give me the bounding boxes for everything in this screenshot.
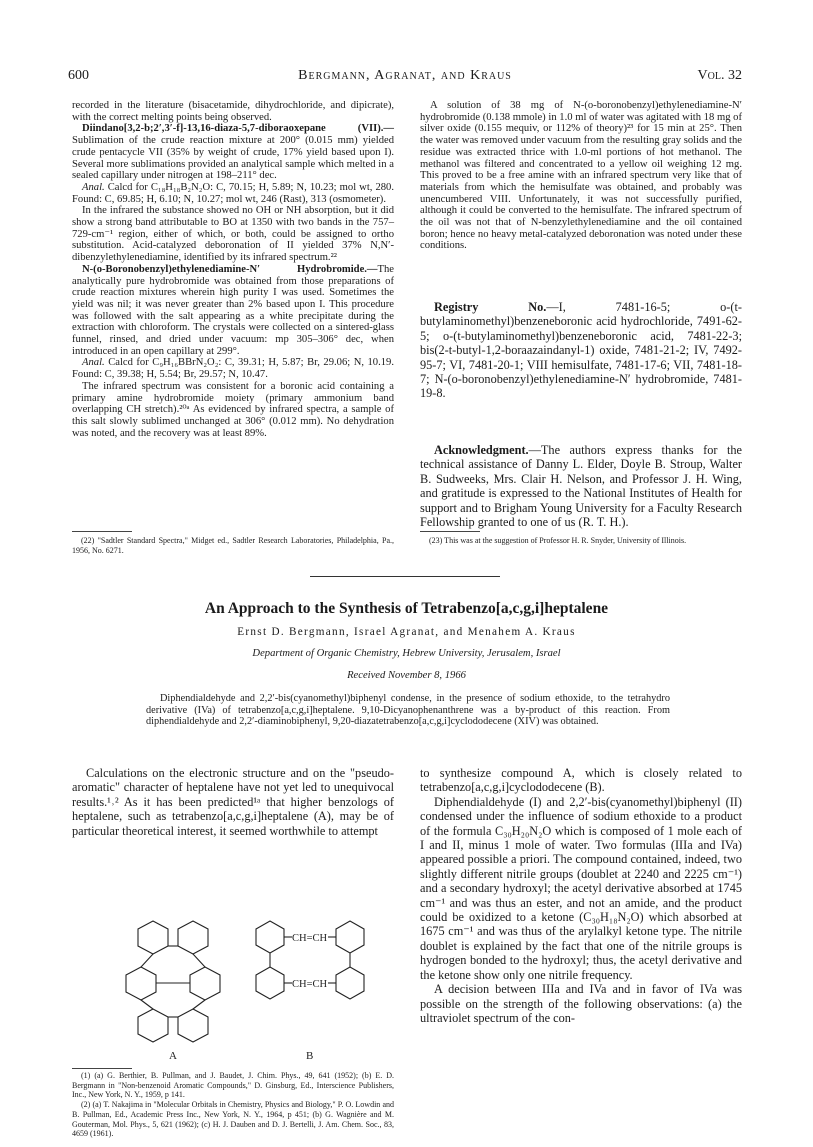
section-heading: Diindano[3,2-b;2′,3′-f]-13,16-diaza-5,7-diboraoxepane (VII).— <box>82 123 394 135</box>
paragraph: recorded in the literature (bisacetamide, dihydrochloride, and dipicrate), with the correct melting points being observed. <box>72 100 394 123</box>
acknowledgment <box>420 443 742 529</box>
paragraph: Diphendialdehyde (I) and 2,2′-bis(cyanomethyl)biphenyl (II) condensed under the influence of sodium ethoxide to a product of the formula C₃₀H₂₀N₂O which is composed of 1 mole each of I and II, minus 1 mole of water. Two formulas (IIIa and IVa) appeared possible a priori. The compound contained, indeed, two slightly different nitrile groups (doublet at 2240 and 2225 cm⁻¹) and a secondary hydroxyl; the acetyl derivative absorbed at 1745 cm⁻¹ and was thus an ester, and not an amide, and the product could be oxidized to a ketone (C₃₀H₁₈N₂O) which absorbed at 1675 cm⁻¹ and was thus of the arylalkyl ketone type. The nitrile doublet is explained by the fact that one of the nitrile groups is hydrogen bonded to the hydroxyl; thus, the acetyl derivative and the ketone show only one nitrile frequency. <box>420 794 742 982</box>
paragraph-body: Calcd for C₁₈H₁₈B₂N₂O: C, 70.15; H, 5.89; N, 10.23; mol wt, 280. Found: C, 69.85; H, 6.10; N, 10.27; mol wt, 246 (Rast), 313 (osmometer). <box>72 181 394 205</box>
page-number: 600 <box>68 68 89 83</box>
paragraph-body: —The authors express thanks for the technical assistance of Danny L. Elder, Doyle B. Stroup, Walter B. Sudweeks, Mrs. Clair H. Nelson, and Professor J. H. Wing, and gratitude is expressed to the National Institutes of Health for support and to Brigham Young University for a Faculty Research Fellowship granted to one of us (R. T. H.). <box>420 443 742 530</box>
paragraph-body: —I, 7481-16-5; o-(t-butylaminomethyl)benzeneboronic acid hydrochloride, 7491-62-5; o-(t-butylaminomethyl)benzeneboronic acid, 7481-22-3; bis(2-t-butyl-1,2-boraazaindanyl-1) oxide, 7481-21-2; IV, 7492-95-7; VI, 7481-20-1; VIII hemisulfate, 7481-17-6; VII, 7481-18-7; N-(o-boronobenzyl)ethylenediamine-N′ hydrobromide, 7481-19-8. <box>420 300 742 401</box>
benzene-ring <box>190 967 220 1000</box>
benzene-ring <box>256 921 284 953</box>
running-head: Bergmann, Agranat, and Kraus <box>298 68 512 83</box>
abstract-text: Diphendialdehyde and 2,2′-bis(cyanomethyl)biphenyl condense, in the presence of sodium ethoxide, to the tetrahydro derivative (IVa) of tetrabenzo[a,c,g,i]heptalene. 9,10-Dicyanophenanthrene was a by-product of this reaction. From diphendialdehyde and 2,2′-diaminobiphenyl, 9,20-diazatetrabenzo[a,c,g,i]cyclododecene (XIV) was obtained. <box>146 693 670 728</box>
benzene-ring <box>336 921 364 953</box>
paragraph <box>72 357 394 380</box>
article-authors: Ernst D. Bergmann, Israel Agranat, and Menahem A. Kraus <box>237 626 576 638</box>
registry-label: Registry No. <box>434 300 547 314</box>
paragraph <box>72 264 394 358</box>
paragraph: to synthesize compound A, which is closely related to tetrabenzo[a,c,g,i]cyclododecene (B). <box>420 766 742 795</box>
footnote-23 <box>420 536 742 546</box>
anal-label: Anal. <box>82 181 105 193</box>
vinylene-label: CH=CH <box>292 933 328 944</box>
bond <box>141 1000 153 1009</box>
paragraph <box>420 300 742 401</box>
body-right-column <box>420 766 742 1025</box>
paragraph-body: Sublimation of the crude reaction mixture at 200° (0.015 mm) yielded crude pentacycle VII (35% by weight of crude, 17% yield based upon I). Several more sublimations provided an analytical sample which melted in a sealed capillary under nitrogen at 198–211° dec. <box>72 135 394 182</box>
bond <box>193 954 205 967</box>
top-left-column <box>72 100 394 439</box>
benzene-ring <box>178 1009 208 1042</box>
article-title: An Approach to the Synthesis of Tetrabenzo[a,c,g,i]heptalene <box>204 600 609 617</box>
paragraph: In the infrared the substance showed no OH or NH absorption, but it did show a strong band attributable to BO at 1350 with two bands in the 757–729-cm⁻¹ region, either of which, or both, could be assigned to ortho substitution. Acid-catalyzed deboronation of II yielded 37% N,N′-dibenzylethylenediamine, identified by its infrared spectrum.²² <box>72 205 394 264</box>
running-header <box>68 68 742 90</box>
volume-label: Vol. 32 <box>697 68 742 83</box>
structure-a <box>126 921 220 1042</box>
footnote-text: (22) "Sadtler Standard Spectra," Midget ed., Sadtler Research Laboratories, Philadelphia, Pa., 1956, No. 6271. <box>72 536 394 555</box>
article-affiliation: Department of Organic Chemistry, Hebrew University, Jerusalem, Israel <box>252 648 561 659</box>
paragraph <box>72 123 394 182</box>
paragraph: A solution of 38 mg of N-(o-boronobenzyl)ethylenediamine-N′ hydrobromide (0.138 mmole) in 1.0 ml of water was agitated with 18 mg of silver oxide (0.155 mequiv, or 112% of theory)²³ for 15 min at 25°. Then the water was removed under vacuum from the resulting gray solids and the residue was extracted thrice with 1.0-ml portions of hot methanol. The methanol was filtered and concentrated to a yellow oil weighing 12 mg. This proved to be a free amine with an infrared spectrum very like that of materials from which the hemisulfate was obtained, and probably was unencumbered VIII. Unfortunately, it was not successfully purified, although it could be converted to the hemisulfate. The infrared spectrum of the oil was not that of N-benzylethylenediamine and the oil contained boron; hence no heavy metal-catalyzed deboronation was noted under these conditions. <box>420 100 742 252</box>
section-heading: N-(o-Boronobenzyl)ethylenediamine-N′ Hydrobromide.— <box>82 263 378 275</box>
registry-numbers <box>420 300 742 401</box>
paragraph <box>72 182 394 205</box>
footnote-text: (23) This was at the suggestion of Professor H. R. Snyder, University of Illinois. <box>429 536 687 545</box>
paragraph-body: The analytically pure hydrobromide was obtained from those preparations of crude reaction mixtures wherein high purity I was used. Sometimes the yield was nil; it was never greater than 2% based upon I. This procedure was followed with the salt appearing as a white precipitate during the extraction with chloroform. The crystals were collected on a sintered-glass funnel, rinsed, and dried under vacuum: mp 305–306° dec, when introduced in an open capillary at 299°. <box>72 263 394 357</box>
ack-label: Acknowledgment. <box>434 443 529 457</box>
article-separator <box>310 576 500 577</box>
paragraph: The infrared spectrum was consistent for a boronic acid containing a primary amine hydrobromide moiety (primary ammonium band overlapping CH stretch).²⁰ᵃ As evidenced by infrared spectra, a sample of this salt slowly sublimed unchanged at 306° (0.012 mm). No dehydration was noted, and the recovery was at least 89%. <box>72 380 394 439</box>
body-left-column <box>72 766 394 838</box>
abstract <box>146 693 670 728</box>
structure-label-b: B <box>306 1050 314 1062</box>
chemical-structures <box>108 917 380 1063</box>
vinylene-label: CH=CH <box>292 979 328 990</box>
footnote-rule <box>420 531 480 532</box>
paragraph <box>420 443 742 529</box>
structure-label-a: A <box>169 1050 177 1062</box>
benzene-ring <box>336 967 364 999</box>
benzene-ring <box>138 921 168 954</box>
benzene-ring <box>138 1009 168 1042</box>
top-right-column <box>420 100 742 252</box>
received-date: Received November 8, 1966 <box>347 670 466 681</box>
paragraph-body: Calcd for C₉H₁₆BBrN₂O₂: C, 39.31; H, 5.87; Br, 29.06; N, 10.19. Found: C, 39.38; H, 5.54; Br, 29.57; N, 10.47. <box>72 357 394 381</box>
structures-drawing <box>108 917 380 1063</box>
footnote-2: (2) (a) T. Nakajima in "Molecular Orbitals in Chemistry, Physics and Biology," P. O. Lowdin and B. Pullman, Ed., Academic Press Inc., New York, N. Y., 1964, p 451; (b) G. Wagnière and M. Gouterman, Mol. Phys., 5, 621 (1962); (c) H. J. Dauben and D. J. Bertelli, J. Am. Chem. Soc., 83, 4659 (1961). <box>72 1100 394 1139</box>
footnote-rule <box>72 531 132 532</box>
anal-label: Anal. <box>82 357 105 369</box>
benzene-ring <box>256 967 284 999</box>
bond <box>193 1000 205 1009</box>
benzene-ring <box>126 967 156 1000</box>
bond <box>141 954 153 967</box>
footnote-22 <box>72 536 394 555</box>
footnote-1: (1) (a) G. Berthier, B. Pullman, and J. Baudet, J. Chim. Phys., 49, 641 (1952); (b) E. D. Bergmann in "Non-benzenoid Aromatic Compounds," D. Ginsburg, Ed., Interscience Publishers, Inc., New York, N. Y., 1959, p 141. <box>72 1071 394 1100</box>
bottom-footnotes <box>72 1071 394 1139</box>
paragraph: Calculations on the electronic structure and on the "pseudo-aromatic" character of heptalene have not yet led to unequivocal results.¹˒² As it has been predicted¹ᵃ that higher benzologs of heptalene, such as tetrabenzo[a,c,g,i]heptalene (A), may be of particular theoretical interest, it seemed worthwhile to attempt <box>72 766 394 838</box>
paragraph: A decision between IIIa and IVa and in favor of IVa was possible on the strength of the following observations: (a) the ultraviolet spectrum of the con- <box>420 982 742 1025</box>
benzene-ring <box>178 921 208 954</box>
footnote-rule <box>72 1068 132 1069</box>
